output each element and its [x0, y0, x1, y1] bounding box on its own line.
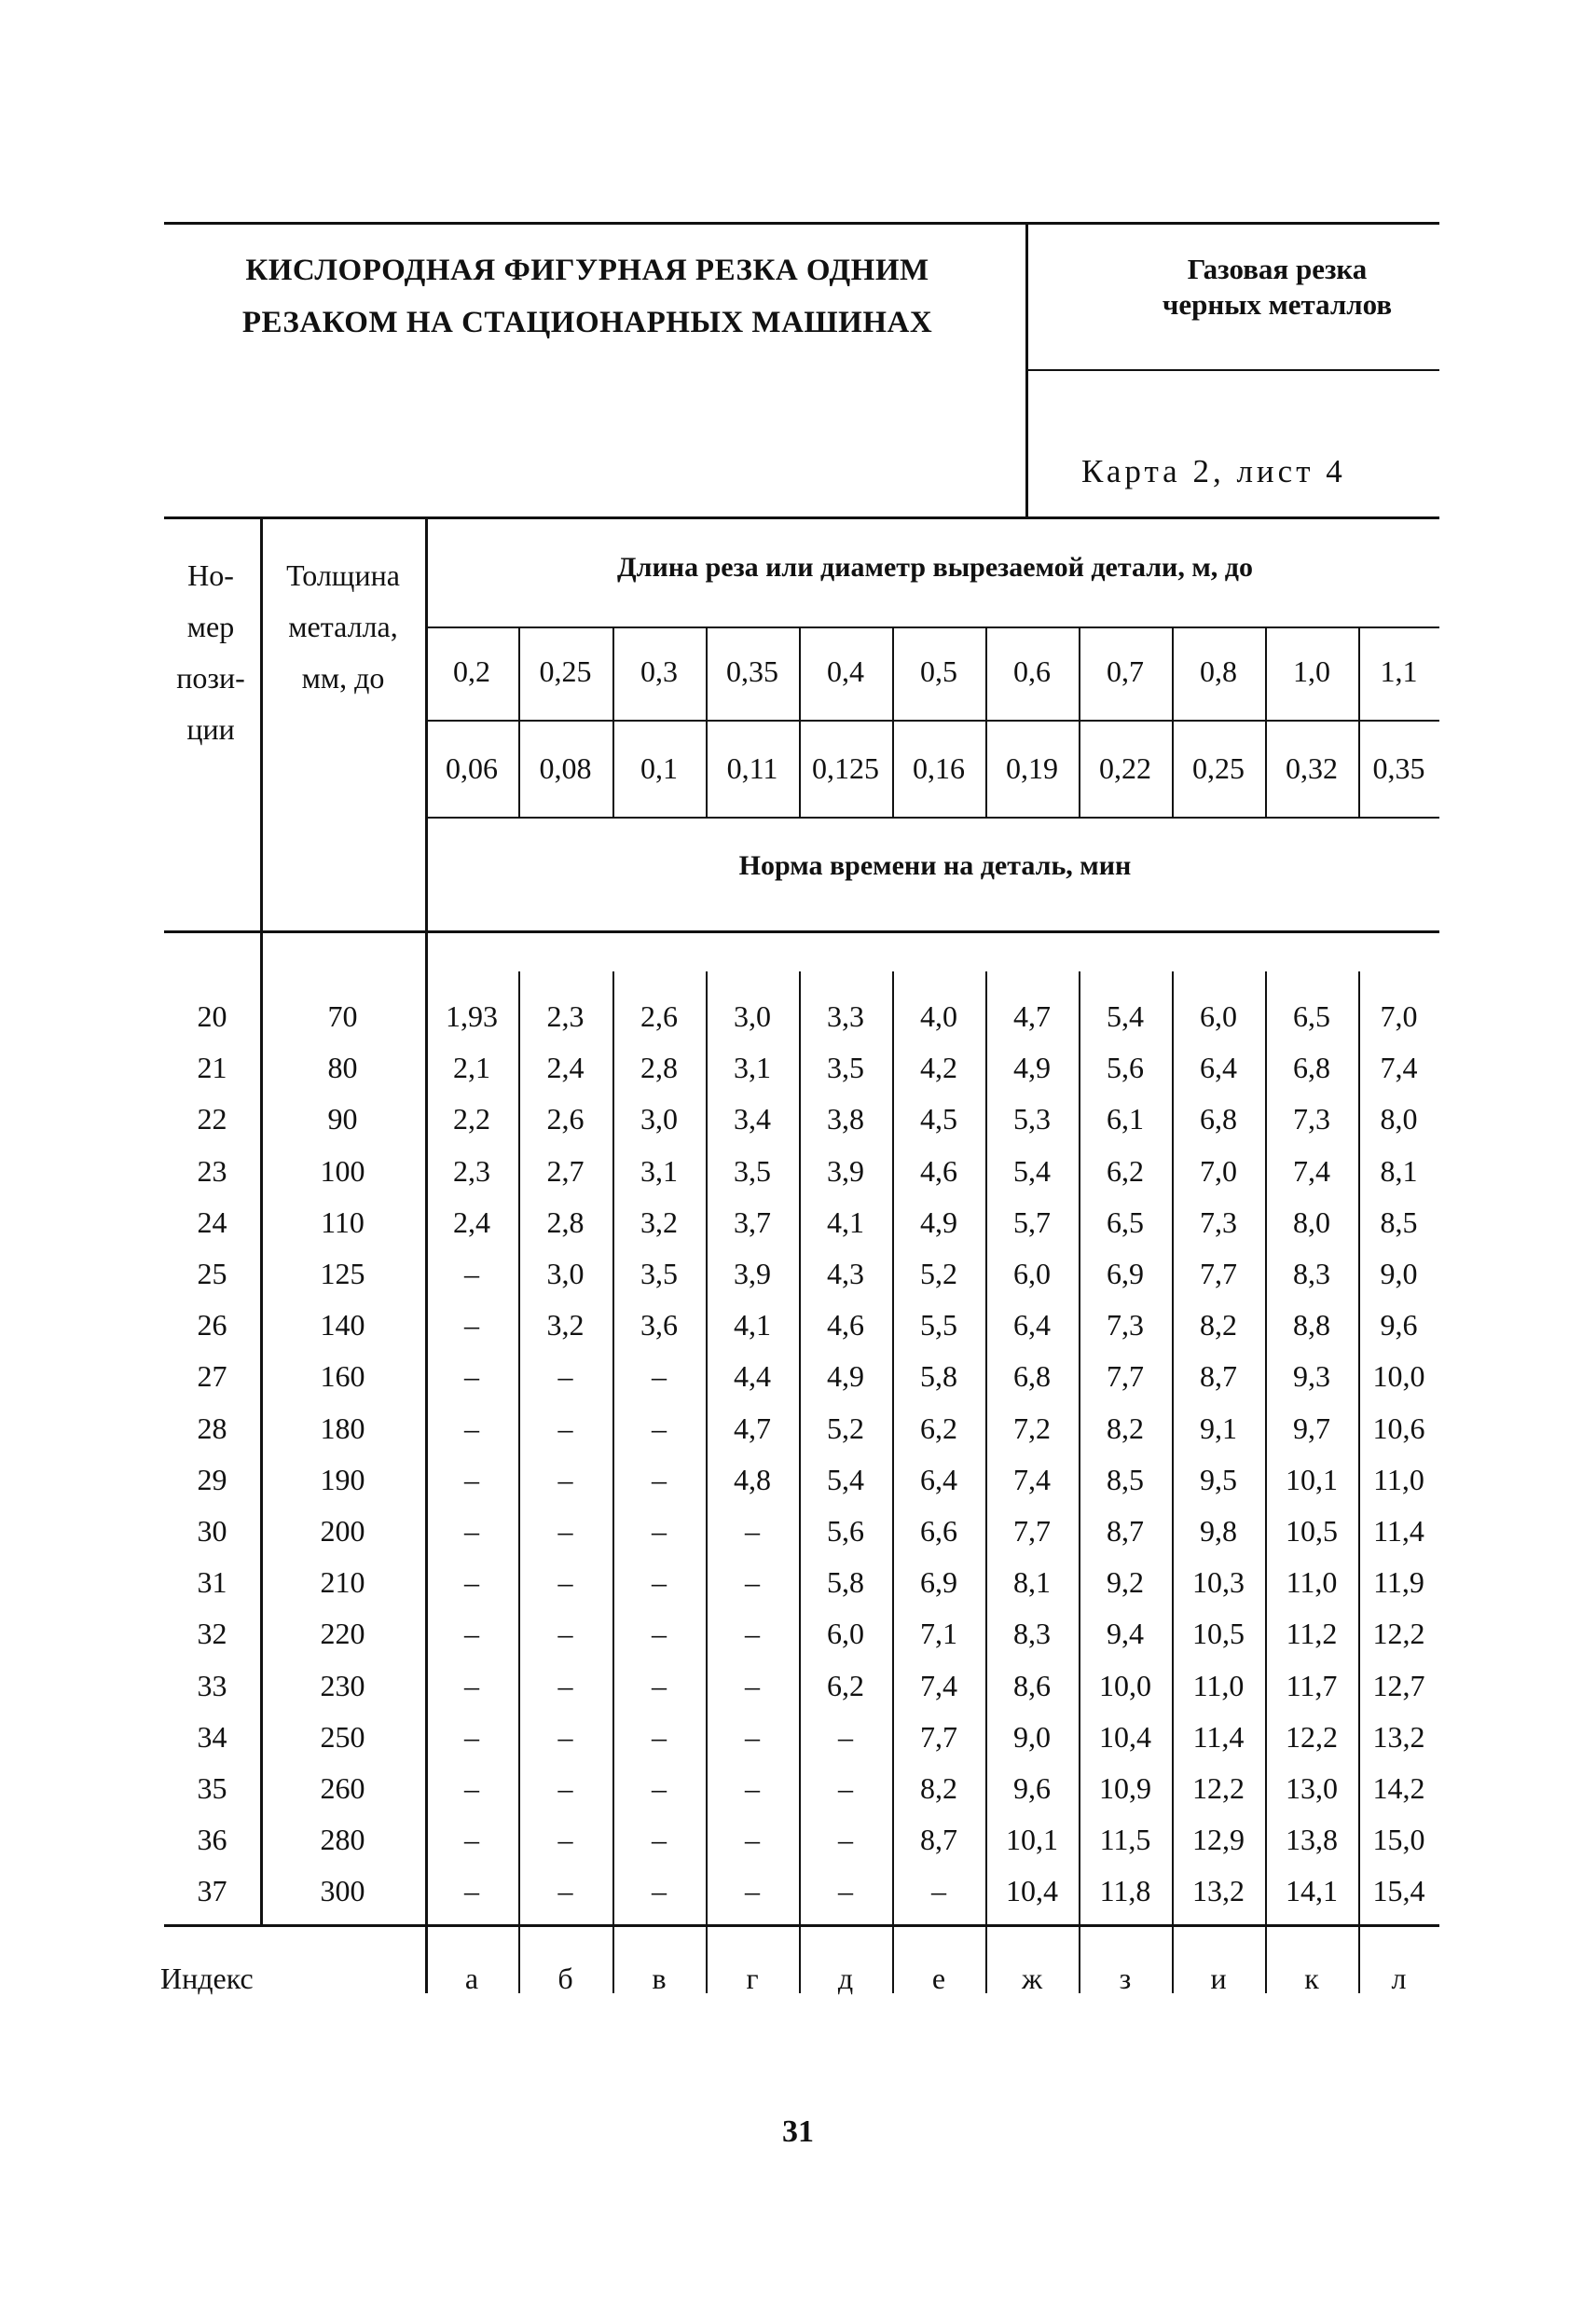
length-cell: 0,4 — [827, 654, 864, 688]
time-norm-cell: – — [838, 1823, 853, 1856]
title-line-1: КИСЛОРОДНАЯ ФИГУРНАЯ РЕЗКА ОДНИМ — [245, 254, 929, 287]
time-norm-cell: 5,3 — [1013, 1102, 1051, 1136]
index-cell: б — [557, 1962, 573, 1995]
thickness-value: 70 — [327, 999, 358, 1033]
time-norm-cell: – — [557, 1823, 573, 1856]
position-number: 28 — [197, 1411, 227, 1445]
time-norm-cell: 7,2 — [1013, 1411, 1051, 1445]
time-norm-cell: – — [557, 1514, 573, 1548]
time-norm-cell: 8,7 — [1107, 1514, 1144, 1548]
index-cell: а — [464, 1962, 479, 1995]
position-number: 25 — [197, 1257, 227, 1290]
time-norm-cell: 6,4 — [1013, 1308, 1051, 1342]
time-norm-cell: 7,7 — [1107, 1359, 1144, 1393]
length-cell: 0,2 — [453, 654, 490, 688]
time-norm-cell: – — [557, 1617, 573, 1650]
time-norm-cell: 3,7 — [734, 1205, 771, 1239]
thickness-value: 100 — [320, 1154, 365, 1188]
time-norm-cell: 10,4 — [1099, 1720, 1151, 1754]
time-norm-cell: 2,1 — [453, 1051, 490, 1084]
time-norm-cell: 3,8 — [827, 1102, 864, 1136]
index-cell: в — [652, 1962, 667, 1995]
position-number: 23 — [197, 1154, 227, 1188]
time-norm-cell: 8,6 — [1013, 1669, 1051, 1702]
position-number: 37 — [197, 1874, 227, 1907]
time-norm-cell: 11,8 — [1099, 1874, 1151, 1907]
time-norm-cell: 4,6 — [827, 1308, 864, 1342]
time-norm-cell: 4,9 — [1013, 1051, 1051, 1084]
time-norm-cell: 2,4 — [546, 1051, 585, 1084]
time-norm-cell: 8,1 — [1013, 1565, 1051, 1599]
header-bottom-rule — [164, 930, 1439, 933]
time-norm-cell: – — [557, 1720, 573, 1754]
norm-header: Норма времени на деталь, мин — [738, 850, 1132, 881]
time-norm-cell: 12,2 — [1372, 1617, 1425, 1650]
num-header-line: ции — [186, 712, 235, 746]
time-norm-cell: – — [557, 1874, 573, 1907]
time-norm-cell: 14,1 — [1286, 1874, 1338, 1907]
time-norm-cell: 3,5 — [827, 1051, 864, 1084]
time-norm-cell: 6,4 — [920, 1463, 957, 1496]
time-norm-cell: 12,9 — [1192, 1823, 1245, 1856]
time-norm-cell: 8,8 — [1293, 1308, 1330, 1342]
diameter-cell: 0,08 — [539, 751, 592, 785]
time-norm-cell: 11,4 — [1192, 1720, 1245, 1754]
time-norm-cell: 12,2 — [1192, 1771, 1245, 1805]
length-cell: 0,25 — [539, 654, 592, 688]
position-number: 32 — [197, 1617, 227, 1650]
time-norm-cell: 6,2 — [827, 1669, 864, 1702]
time-norm-cell: 2,3 — [546, 999, 585, 1033]
title-line-2: РЕЗАКОМ НА СТАЦИОНАРНЫХ МАШИНАХ — [241, 306, 933, 339]
time-norm-cell: 3,4 — [734, 1102, 771, 1136]
time-norm-cell: – — [745, 1874, 760, 1907]
time-norm-cell: – — [838, 1720, 853, 1754]
time-norm-cell: 13,0 — [1286, 1771, 1338, 1805]
num-header-line: пози- — [176, 661, 245, 695]
time-norm-cell: 6,4 — [1200, 1051, 1237, 1084]
time-norm-cell: 2,7 — [546, 1154, 585, 1188]
time-norm-cell: 5,6 — [827, 1514, 864, 1548]
thickness-value: 125 — [320, 1257, 365, 1290]
time-norm-cell: 9,7 — [1293, 1411, 1330, 1445]
time-norm-cell: – — [652, 1359, 667, 1393]
time-norm-cell: 4,7 — [1013, 999, 1051, 1033]
time-norm-cell: – — [557, 1411, 573, 1445]
diameter-cell: 0,19 — [1006, 751, 1058, 785]
time-norm-cell: – — [557, 1565, 573, 1599]
position-number: 34 — [197, 1720, 227, 1754]
time-norm-cell: 10,6 — [1372, 1411, 1425, 1445]
time-norm-cell: 8,3 — [1013, 1617, 1051, 1650]
time-norm-cell: 5,2 — [827, 1411, 864, 1445]
time-norm-cell: – — [652, 1514, 667, 1548]
time-norm-cell: 2,4 — [453, 1205, 490, 1239]
time-norm-cell: 6,9 — [1107, 1257, 1144, 1290]
time-norm-cell: 8,5 — [1380, 1205, 1418, 1239]
time-norm-cell: 11,4 — [1373, 1514, 1424, 1548]
position-number: 29 — [197, 1463, 227, 1496]
time-norm-cell: 8,2 — [920, 1771, 957, 1805]
time-norm-cell: 6,2 — [920, 1411, 957, 1445]
time-norm-cell: 8,2 — [1107, 1411, 1144, 1445]
time-norm-cell: – — [464, 1617, 479, 1650]
time-norm-cell: 4,8 — [734, 1463, 771, 1496]
thickness-header-line: металла, — [288, 610, 398, 643]
time-norm-cell: 8,0 — [1293, 1205, 1330, 1239]
time-norm-cell: 8,2 — [1200, 1308, 1237, 1342]
index-label: Индекс — [160, 1962, 254, 1995]
time-norm-cell: – — [745, 1565, 760, 1599]
time-norm-cell: 5,4 — [1013, 1154, 1051, 1188]
time-norm-cell: – — [931, 1874, 946, 1907]
time-norm-cell: 5,8 — [920, 1359, 957, 1393]
time-norm-cell: – — [745, 1771, 760, 1805]
time-norm-cell: 7,3 — [1293, 1102, 1330, 1136]
time-norm-cell: 9,5 — [1200, 1463, 1237, 1496]
thickness-value: 190 — [320, 1463, 365, 1496]
time-norm-cell: 3,2 — [640, 1205, 678, 1239]
time-norm-cell: – — [464, 1720, 479, 1754]
position-number: 20 — [197, 999, 227, 1033]
time-norm-cell: – — [652, 1771, 667, 1805]
thickness-value: 250 — [320, 1720, 365, 1754]
subtitle-line-1: Газовая резка — [1187, 253, 1368, 285]
num-header-line: Но- — [187, 558, 234, 592]
time-norm-cell: 10,1 — [1006, 1823, 1058, 1856]
diameter-cell: 0,06 — [446, 751, 498, 785]
time-norm-cell: 11,9 — [1373, 1565, 1424, 1599]
time-norm-cell: – — [464, 1514, 479, 1548]
time-norm-cell: – — [652, 1617, 667, 1650]
time-norm-cell: 3,9 — [827, 1154, 864, 1188]
time-norm-cell: 8,3 — [1293, 1257, 1330, 1290]
time-norm-cell: 6,0 — [1013, 1257, 1051, 1290]
length-cell: 0,5 — [920, 654, 957, 688]
time-norm-cell: – — [464, 1874, 479, 1907]
time-norm-cell: 6,0 — [1200, 999, 1237, 1033]
time-norm-cell: 4,4 — [734, 1359, 771, 1393]
index-cell: к — [1304, 1962, 1319, 1995]
time-norm-cell: 9,0 — [1013, 1720, 1051, 1754]
time-norm-cell: 13,2 — [1192, 1874, 1245, 1907]
time-norm-cell: 2,6 — [546, 1102, 585, 1136]
time-norm-cell: 3,0 — [734, 999, 771, 1033]
thickness-value: 180 — [320, 1411, 365, 1445]
time-norm-cell: – — [745, 1720, 760, 1754]
time-norm-cell: 9,2 — [1107, 1565, 1144, 1599]
diameter-cell: 0,125 — [812, 751, 879, 785]
time-norm-cell: 8,1 — [1380, 1154, 1418, 1188]
time-norm-cell: 3,5 — [640, 1257, 678, 1290]
time-norm-cell: 12,2 — [1286, 1720, 1338, 1754]
time-norm-cell: 4,9 — [827, 1359, 864, 1393]
body-bottom-rule — [164, 1924, 1439, 1927]
time-norm-cell: 7,0 — [1200, 1154, 1237, 1188]
time-norm-cell: 10,0 — [1099, 1669, 1151, 1702]
table-top-rule — [164, 516, 1439, 519]
time-norm-cell: 7,7 — [1200, 1257, 1237, 1290]
time-norm-cell: 3,9 — [734, 1257, 771, 1290]
thickness-value: 80 — [327, 1051, 358, 1084]
time-norm-cell: 4,9 — [920, 1205, 957, 1239]
diameter-cell: 0,22 — [1099, 751, 1151, 785]
thickness-value: 200 — [320, 1514, 365, 1548]
time-norm-cell: 7,4 — [1380, 1051, 1418, 1084]
index-cell: д — [837, 1962, 854, 1995]
time-norm-cell: 2,3 — [453, 1154, 490, 1188]
time-norm-cell: 11,0 — [1192, 1669, 1245, 1702]
time-norm-cell: – — [652, 1463, 667, 1496]
thickness-column-header — [263, 550, 423, 704]
time-norm-cell: 7,7 — [920, 1720, 957, 1754]
time-norm-cell: 5,6 — [1107, 1051, 1144, 1084]
time-norm-cell: 9,8 — [1200, 1514, 1237, 1548]
thickness-value: 300 — [320, 1874, 365, 1907]
time-norm-cell: 6,0 — [827, 1617, 864, 1650]
time-norm-cell: – — [838, 1874, 853, 1907]
subtitle-rule — [1025, 369, 1439, 371]
time-norm-cell: 3,3 — [827, 999, 864, 1033]
time-norm-cell: – — [652, 1669, 667, 1702]
length-cell: 0,6 — [1013, 654, 1051, 688]
time-norm-cell: 6,9 — [920, 1565, 957, 1599]
time-norm-cell: – — [557, 1771, 573, 1805]
time-norm-cell: 4,0 — [920, 999, 957, 1033]
time-norm-cell: – — [652, 1720, 667, 1754]
time-norm-cell: 11,2 — [1286, 1617, 1338, 1650]
length-cell: 0,7 — [1107, 654, 1144, 688]
time-norm-cell: 6,8 — [1200, 1102, 1237, 1136]
lengths-row-rule — [425, 720, 1439, 722]
time-norm-cell: 9,0 — [1380, 1257, 1418, 1290]
time-norm-cell: 10,4 — [1006, 1874, 1058, 1907]
time-norm-cell: – — [652, 1823, 667, 1856]
time-norm-cell: 2,6 — [640, 999, 678, 1033]
time-norm-cell: – — [464, 1411, 479, 1445]
index-cell: и — [1210, 1962, 1227, 1995]
time-norm-cell: – — [557, 1359, 573, 1393]
thickness-value: 210 — [320, 1565, 365, 1599]
time-norm-cell: 9,6 — [1380, 1308, 1418, 1342]
time-norm-cell: 4,1 — [734, 1308, 771, 1342]
thickness-header-line: мм, до — [301, 661, 385, 695]
time-norm-cell: 8,0 — [1380, 1102, 1418, 1136]
time-norm-cell: 7,3 — [1200, 1205, 1237, 1239]
time-norm-cell: 2,8 — [640, 1051, 678, 1084]
time-norm-cell: – — [464, 1359, 479, 1393]
time-norm-cell: 13,2 — [1372, 1720, 1425, 1754]
time-norm-cell: 11,7 — [1286, 1669, 1338, 1702]
time-norm-cell: 11,0 — [1373, 1463, 1424, 1496]
length-cell: 0,3 — [640, 654, 678, 688]
time-norm-cell: – — [464, 1771, 479, 1805]
time-norm-cell: 11,0 — [1286, 1565, 1338, 1599]
diameters-row-rule — [425, 817, 1439, 819]
time-norm-cell: – — [464, 1669, 479, 1702]
time-norm-cell: 9,1 — [1200, 1411, 1237, 1445]
time-norm-cell: 14,2 — [1372, 1771, 1425, 1805]
diameter-cell: 0,1 — [640, 751, 678, 785]
time-norm-cell: 6,8 — [1013, 1359, 1051, 1393]
time-norm-cell: 3,0 — [546, 1257, 585, 1290]
time-norm-cell: 6,5 — [1107, 1205, 1144, 1239]
index-cell: л — [1391, 1962, 1407, 1995]
position-number: 30 — [197, 1514, 227, 1548]
diameter-cell: 0,11 — [726, 751, 778, 785]
time-norm-cell: 6,2 — [1107, 1154, 1144, 1188]
time-norm-cell: – — [652, 1874, 667, 1907]
time-norm-cell: 4,7 — [734, 1411, 771, 1445]
time-norm-cell: 5,7 — [1013, 1205, 1051, 1239]
time-norm-cell: 7,7 — [1013, 1514, 1051, 1548]
time-norm-cell: 6,1 — [1107, 1102, 1144, 1136]
time-norm-cell: 4,2 — [920, 1051, 957, 1084]
index-cell: з — [1119, 1962, 1132, 1995]
time-norm-cell: – — [557, 1669, 573, 1702]
time-norm-cell: 10,5 — [1286, 1514, 1338, 1548]
time-norm-cell: 2,2 — [453, 1102, 490, 1136]
time-norm-cell: 10,3 — [1192, 1565, 1245, 1599]
thickness-value: 110 — [321, 1205, 365, 1239]
length-cell: 1,1 — [1380, 654, 1418, 688]
time-norm-cell: – — [745, 1823, 760, 1856]
index-cell: г — [746, 1962, 759, 1995]
position-number: 22 — [197, 1102, 227, 1136]
time-norm-cell: 7,4 — [1293, 1154, 1330, 1188]
card-reference: Карта 2, лист 4 — [1081, 453, 1346, 489]
thickness-value: 280 — [320, 1823, 365, 1856]
time-norm-cell: 3,1 — [640, 1154, 678, 1188]
time-norm-cell: 5,8 — [827, 1565, 864, 1599]
time-norm-cell: – — [745, 1514, 760, 1548]
time-norm-cell: 3,6 — [640, 1308, 678, 1342]
position-number: 36 — [197, 1823, 227, 1856]
time-norm-cell: 10,1 — [1286, 1463, 1338, 1496]
time-norm-cell: 7,0 — [1380, 999, 1418, 1033]
time-norm-cell: 13,8 — [1286, 1823, 1338, 1856]
time-norm-cell: – — [745, 1669, 760, 1702]
time-norm-cell: 8,7 — [920, 1823, 957, 1856]
time-norm-cell: – — [838, 1771, 853, 1805]
time-norm-cell: 9,3 — [1293, 1359, 1330, 1393]
time-norm-cell: 4,3 — [827, 1257, 864, 1290]
time-norm-cell: 7,4 — [1013, 1463, 1051, 1496]
time-norm-cell: 7,1 — [920, 1617, 957, 1650]
time-norm-cell: 4,1 — [827, 1205, 864, 1239]
position-number: 31 — [197, 1565, 227, 1599]
time-norm-cell: 10,5 — [1192, 1617, 1245, 1650]
time-norm-cell: 1,93 — [446, 999, 498, 1033]
time-norm-cell: – — [464, 1565, 479, 1599]
diameter-cell: 0,25 — [1192, 751, 1245, 785]
time-norm-cell: 3,5 — [734, 1154, 771, 1188]
diameter-cell: 0,16 — [913, 751, 965, 785]
time-norm-cell: 4,5 — [920, 1102, 957, 1136]
time-norm-cell: 3,2 — [546, 1308, 585, 1342]
time-norm-cell: 8,7 — [1200, 1359, 1237, 1393]
position-number: 33 — [197, 1669, 227, 1702]
time-norm-cell: 10,0 — [1372, 1359, 1425, 1393]
length-cell: 0,35 — [726, 654, 778, 688]
time-norm-cell: – — [652, 1411, 667, 1445]
time-norm-cell: 11,5 — [1099, 1823, 1151, 1856]
time-norm-cell: 2,8 — [546, 1205, 585, 1239]
thickness-value: 90 — [327, 1102, 358, 1136]
time-norm-cell: – — [464, 1257, 479, 1290]
time-norm-cell: 3,0 — [640, 1102, 678, 1136]
time-norm-cell: 3,1 — [734, 1051, 771, 1084]
length-header: Длина реза или диаметр вырезаемой детали, м, до — [617, 552, 1253, 583]
page-number: 31 — [782, 2114, 814, 2149]
time-norm-cell: 15,4 — [1372, 1874, 1425, 1907]
time-norm-cell: 7,3 — [1107, 1308, 1144, 1342]
time-norm-cell: 5,2 — [920, 1257, 957, 1290]
index-cell: е — [931, 1962, 946, 1995]
time-norm-cell: – — [464, 1823, 479, 1856]
time-norm-cell: 5,4 — [827, 1463, 864, 1496]
thickness-value: 220 — [320, 1617, 365, 1650]
time-norm-cell: 6,5 — [1293, 999, 1330, 1033]
time-norm-cell: 9,4 — [1107, 1617, 1144, 1650]
top-rule — [164, 222, 1439, 225]
time-norm-cell: 12,7 — [1372, 1669, 1425, 1702]
time-norm-cell: – — [464, 1463, 479, 1496]
document-subtitle — [1030, 252, 1524, 323]
time-norm-cell: – — [557, 1463, 573, 1496]
time-norm-cell: – — [652, 1565, 667, 1599]
time-norm-cell: – — [745, 1617, 760, 1650]
time-norm-cell: 8,5 — [1107, 1463, 1144, 1496]
thickness-value: 160 — [320, 1359, 365, 1393]
time-norm-cell: 6,8 — [1293, 1051, 1330, 1084]
thickness-header-line: Толщина — [286, 558, 400, 592]
document-title — [233, 244, 942, 349]
position-number: 21 — [197, 1051, 227, 1084]
time-norm-cell: 4,6 — [920, 1154, 957, 1188]
length-cell: 0,8 — [1200, 654, 1237, 688]
position-number: 35 — [197, 1771, 227, 1805]
thickness-value: 140 — [320, 1308, 365, 1342]
time-norm-cell: 5,4 — [1107, 999, 1144, 1033]
length-cell: 1,0 — [1293, 654, 1330, 688]
position-number: 27 — [197, 1359, 227, 1393]
position-number: 24 — [197, 1205, 227, 1239]
index-cell: ж — [1021, 1962, 1043, 1995]
thickness-value: 260 — [320, 1771, 365, 1805]
num-column-header — [164, 550, 257, 755]
diameter-cell: 0,32 — [1286, 751, 1338, 785]
subtitle-line-2: черных металлов — [1162, 288, 1393, 321]
time-norm-cell: 5,5 — [920, 1308, 957, 1342]
time-norm-cell: 7,4 — [920, 1669, 957, 1702]
length-header-rule — [425, 626, 1439, 628]
time-norm-cell: 6,6 — [920, 1514, 957, 1548]
num-header-line: мер — [186, 610, 235, 643]
time-norm-cell: 10,9 — [1099, 1771, 1151, 1805]
time-norm-cell: 15,0 — [1372, 1823, 1425, 1856]
thickness-value: 230 — [320, 1669, 365, 1702]
diameter-cell: 0,35 — [1372, 751, 1425, 785]
time-norm-cell: 9,6 — [1013, 1771, 1051, 1805]
time-norm-cell: – — [464, 1308, 479, 1342]
position-number: 26 — [197, 1308, 227, 1342]
